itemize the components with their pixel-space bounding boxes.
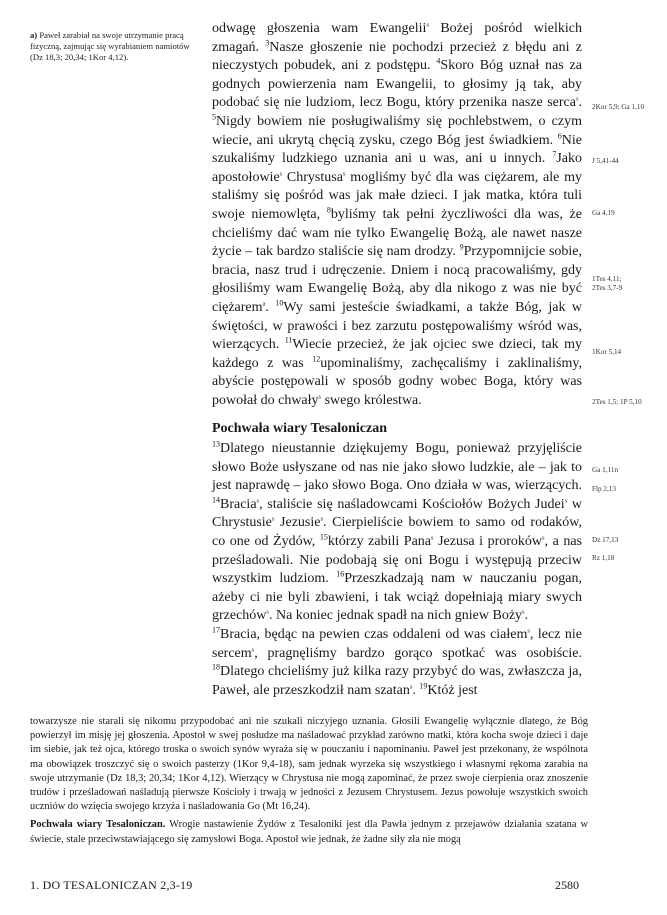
- verse-text: mogliśmy być dla was ciężarem, ale my staliśmy się pośród was jak małe dzieci. I jak matka, która tuli swoje niemowlęta,: [212, 169, 582, 222]
- glossary-marker: s: [256, 497, 260, 505]
- footnote-marker: a): [30, 30, 38, 40]
- verse-number: 12: [312, 354, 321, 364]
- verse-text: Przypomnijcie sobie, bracia, nasz trud i udręczenie. Dniem i nocą pracowaliśmy, gdy głosiliśmy wam Ewangelię Bożą, aby dla nikogo z was nie być ciężarem: [212, 244, 582, 315]
- verse-text: Dlatego chcieliśmy już kilka razy przybyć do was, zwłaszcza ja, Paweł, ale przeszkodził nam szatan: [212, 664, 582, 698]
- verse-text: .: [524, 608, 529, 624]
- glossary-marker: s: [542, 534, 545, 542]
- scripture-paragraph-1: [212, 20, 582, 410]
- glossary-marker: s: [431, 534, 434, 542]
- verse-text: Bracia, będąc na pewien czas oddaleni od was ciałem: [220, 627, 528, 642]
- verse-number: 5: [212, 112, 216, 122]
- verse-text: odwagę głoszenia wam Ewangelii: [212, 21, 427, 36]
- glossary-marker: s: [527, 627, 530, 635]
- glossary-marker: s: [251, 645, 255, 653]
- glossary-marker: s: [318, 393, 322, 401]
- verse-number: 19: [419, 681, 428, 691]
- cross-reference: Dz 17,13: [592, 536, 619, 544]
- verse-number: 10: [275, 298, 284, 308]
- verse-number: 18: [212, 662, 220, 672]
- cross-reference-line: 2Tes 3,7-9: [592, 283, 623, 292]
- verse-text: swego królestwa.: [321, 392, 422, 408]
- running-footer: 1. DO TESALONICZAN 2,3-19: [30, 878, 193, 892]
- cross-reference: 2Kor 5,9; Ga 1,10: [592, 103, 645, 111]
- verse-text: Dlatego nieustannie dziękujemy Bogu, ponieważ przyjęliście słowo Boże usłyszane od nas nie jako słowo ludzkie, ale – jak to jest naprawdę – jako słowo Boga. Ono działa w was, wierzących.: [212, 441, 582, 494]
- margin-footnote: [30, 30, 202, 64]
- verse-number: 15: [319, 532, 328, 542]
- verse-text: Chrystusa: [282, 169, 343, 185]
- verse-number: 9: [459, 242, 464, 252]
- verse-text: Wiecie przecież, że jak ojciec swe dzieci, tak my każdego z was: [212, 337, 582, 371]
- cross-reference: Ga 4,19: [592, 209, 615, 217]
- verse-text: byliśmy tak pełni życzliwości dla was, że chcieliśmy dać wam nie tylko Ewangelię Bożą, ale nawet nasze życie – tak bardzo staliście się nam drodzy.: [212, 206, 582, 260]
- cross-reference: J 5,41-44: [592, 157, 619, 165]
- verse-text: Bożej pośród wielkich zmagań.: [212, 21, 582, 55]
- glossary-marker: s: [409, 683, 413, 691]
- verse-text: . Cierpieliście bowiem to samo od rodaków, co one od Żydów,: [212, 515, 583, 550]
- verse-text: .: [412, 682, 420, 698]
- verse-text: Któż jest: [427, 682, 478, 698]
- verse-number: 16: [336, 569, 345, 579]
- verse-text: , a nas prześladowali. Nie podobają się oni Bogu i występują przeciw wszystkim ludziom.: [212, 534, 582, 587]
- verse-text: Przeszkadzają nam w nauczaniu pogan, ażeby ci nie byli zbawieni, i tak wciąż dopełniają miary swych grzechów: [212, 571, 582, 624]
- verse-text: Jezusie: [274, 515, 321, 531]
- page-number: 2580: [555, 878, 579, 892]
- verse-text: Bracia: [220, 496, 257, 512]
- cross-reference: Rz 1,18: [592, 554, 615, 562]
- glossary-marker: s: [522, 608, 525, 616]
- section-heading: Pochwała wiary Tesaloniczan: [212, 421, 388, 437]
- verse-number: 7: [552, 149, 557, 159]
- commentary-paragraph: towarzysze nie starali się nikomu przypodobać ani nie szukali niczyjego uznania. Głosili Ewangelię wyłącznie dlatego, że Bóg powierzył im misję jej głoszenia. Apostoł w swej posłudze ma naśladować przykład zarówno matki, która kocha swoje dzieci i daje im siebie, jak też ojca, którego troska o swoich synów wyraża się w pouczaniu i napominaniu. Paweł jest przekonany, że wspólnota ma obowiązek troszczyć się o swoich pasterzy (1Kor 9,4-18), sam jednak wyrzeka się wszystkiego i własnymi rękoma zarabia na swoje utrzymanie (Dz 18,3; 20,34; 1Kor 4,12). Wierzący w Chrystusa nie mogą zapominać, że przez swoje cierpienia oraz znoszenie trudów i prześladowań naśladują pierwsze Kościoły i trwają w jedności z Jezusem Chrystusem. Jezus powołuje wszystkich swoich uczniów do wzięcia swojego krzyża i naśladowania Go (Mt 16,24).: [30, 716, 588, 813]
- verse-text: Nasze głoszenie nie pochodzi przecież z błędu ani z nieczystych pobudek, ani z podstępu.: [212, 39, 582, 74]
- glossary-marker: s: [575, 95, 579, 103]
- verse-text: Jako apostołowie: [212, 151, 582, 185]
- cross-reference: Ga 1,11n: [592, 466, 619, 474]
- verse-number: 11: [284, 335, 293, 345]
- glossary-marker: s: [342, 170, 346, 178]
- commentary-text: Wrogie nastawienie Żydów z Tesaloniki jest dla Pawła jednym z przejawów działania szatana w świecie, stale przeciwstawiającego się zamysłowi Boga. Apostoł wie jednak, że żadne siły zła nie mogą: [30, 819, 588, 845]
- commentary-title: Pochwała wiary Tesaloniczan.: [30, 819, 166, 831]
- verse-text: Skoro Bóg uznał nas za godnych powierzenia nam Ewangelii, to głosimy ją tak, aby podobać się nie ludziom, lecz Bogu, który przenika nasze serca: [212, 58, 582, 111]
- verse-text: upominaliśmy, zachęcaliśmy i zaklinaliśmy, abyście postępowali w sposób godny wobec Boga, który was powołał do chwały: [212, 355, 582, 408]
- verse-number: 3: [265, 37, 270, 47]
- glossary-marker: s: [271, 515, 275, 523]
- verse-text: , staliście się naśladowcami Kościołów Bożych Judei: [259, 496, 565, 512]
- verse-text: w Chrystusie: [212, 496, 582, 531]
- scripture-paragraph-3: [212, 626, 582, 700]
- verse-number: 4: [436, 56, 441, 66]
- commentary-paragraph: [30, 818, 588, 846]
- cross-reference: 2Tes 1,5; 1P 5,10: [592, 398, 642, 406]
- verse-text: Jezusa i proroków: [433, 534, 543, 550]
- verse-text: , lecz nie sercem: [212, 627, 582, 661]
- footnote-text: Paweł zarabiał na swoje utrzymanie pracą fizyczną, zajmując się wyrabianiem namiotów (Dz 18,3; 20,34; 1Kor 4,12).: [30, 30, 190, 63]
- glossary-marker: s: [564, 497, 568, 505]
- verse-text: . Na koniec jednak spadł na nich gniew Boży: [268, 608, 523, 624]
- verse-text: , pragnęliśmy bardzo gorąco spotkać was osobiście.: [254, 645, 582, 661]
- cross-reference: Flp 2,13: [592, 485, 616, 493]
- glossary-marker: s: [279, 170, 283, 178]
- cross-reference-line: 1Tes 4,11;: [592, 275, 622, 283]
- verse-text: .: [578, 95, 582, 111]
- verse-number: 8: [326, 205, 331, 215]
- verse-text: Nigdy bowiem nie posługiwaliśmy się pochlebstwem, o czym wiecie, ani ukrytą chęcią zysku, czego Bóg jest świadkiem.: [212, 113, 582, 148]
- verse-text: którzy zabili Pana: [327, 534, 431, 550]
- verse-text: Nie szukaliśmy ludzkiego uznania ani u was, ani u innych.: [212, 132, 582, 167]
- verse-number: 17: [212, 625, 220, 635]
- glossary-marker: s: [320, 515, 323, 523]
- commentary-block: [30, 715, 588, 851]
- verse-number: 14: [212, 495, 220, 505]
- verse-text: Wy sami jesteście świadkami, a także Bóg, jak w świętości, w prawości i bez zarzutu postępowaliśmy wśród was, wierzących.: [212, 299, 583, 353]
- cross-reference: [592, 275, 664, 292]
- scripture-paragraph-2: [212, 440, 582, 626]
- scripture-column: [212, 20, 582, 700]
- glossary-marker: a: [262, 300, 266, 308]
- glossary-marker: s: [266, 608, 269, 616]
- glossary-marker: s: [426, 21, 429, 29]
- verse-number: 13: [212, 439, 220, 449]
- verse-number: 6: [557, 130, 562, 140]
- cross-reference: 1Kor 5,14: [592, 348, 622, 356]
- verse-text: .: [265, 299, 276, 315]
